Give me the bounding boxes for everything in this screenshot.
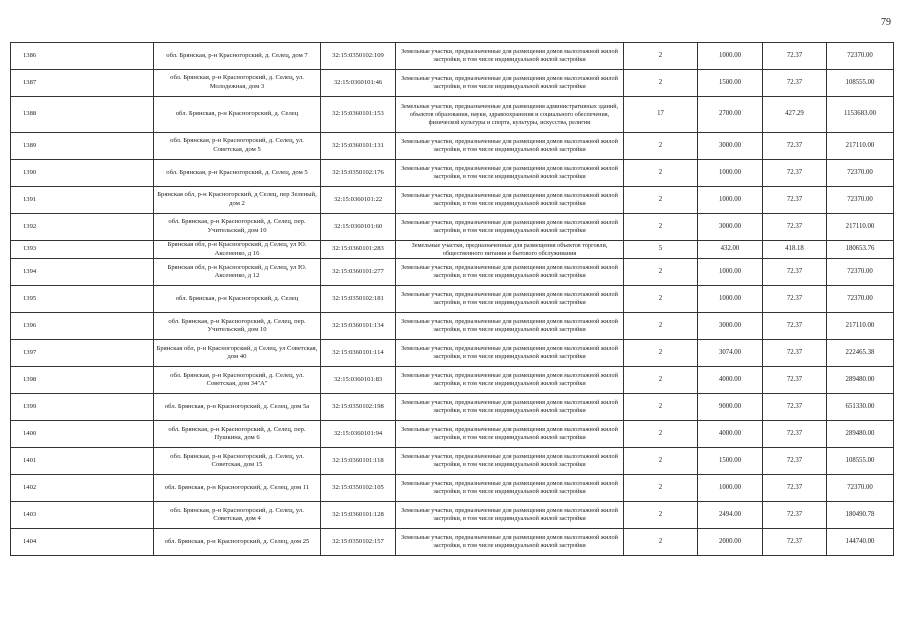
specific-value-cell: 72.37 bbox=[763, 421, 827, 448]
land-use-cell: Земельные участки, предназначенные для размещения домов малоэтажной жилой застройки, в том числе индивидуальной жилой застройки bbox=[396, 340, 624, 367]
use-group-cell: 2 bbox=[624, 475, 698, 502]
land-use-cell: Земельные участки, предназначенные для размещения домов малоэтажной жилой застройки, в том числе индивидуальной жилой застройки bbox=[396, 43, 624, 70]
land-use-cell: Земельные участки, предназначенные для размещения домов малоэтажной жилой застройки, в том числе индивидуальной жилой застройки bbox=[396, 421, 624, 448]
cadastral-number-cell: 32:15:0360101:60 bbox=[321, 214, 396, 241]
use-group-cell: 2 bbox=[624, 160, 698, 187]
address-cell: Брянская обл, р-н Красногорский, д Селец, пер Зеленый, дом 2 bbox=[154, 187, 321, 214]
area-cell: 1000.00 bbox=[698, 43, 763, 70]
cadastral-number-cell: 32:15:0360101:22 bbox=[321, 187, 396, 214]
area-cell: 2494.00 bbox=[698, 502, 763, 529]
land-use-cell: Земельные участки, предназначенные для размещения домов малоэтажной жилой застройки, в том числе индивидуальной жилой застройки bbox=[396, 529, 624, 556]
register-body bbox=[11, 43, 894, 556]
cadastral-value-cell: 217110.00 bbox=[827, 313, 894, 340]
area-cell: 2700.00 bbox=[698, 97, 763, 133]
area-cell: 3000.00 bbox=[698, 133, 763, 160]
use-group-cell: 2 bbox=[624, 340, 698, 367]
specific-value-cell: 72.37 bbox=[763, 367, 827, 394]
area-cell: 2000.00 bbox=[698, 529, 763, 556]
land-use-cell: Земельные участки, предназначенные для размещения домов малоэтажной жилой застройки, в том числе индивидуальной жилой застройки bbox=[396, 502, 624, 529]
cadastral-number-cell: 32:15:0360101:277 bbox=[321, 259, 396, 286]
cadastral-value-cell: 180490.78 bbox=[827, 502, 894, 529]
cadastral-value-cell: 144740.00 bbox=[827, 529, 894, 556]
specific-value-cell: 72.37 bbox=[763, 43, 827, 70]
row-number-cell: 1396 bbox=[11, 313, 154, 340]
cadastral-number-cell: 32:15:0360101:118 bbox=[321, 448, 396, 475]
cadastral-value-cell: 289480.00 bbox=[827, 421, 894, 448]
address-cell: обл. Брянская, р-н Красногорский, д. Селец, пер. Пушкина, дом 6 bbox=[154, 421, 321, 448]
land-use-cell: Земельные участки, предназначенные для размещения домов малоэтажной жилой застройки, в том числе индивидуальной жилой застройки bbox=[396, 133, 624, 160]
address-cell: обл. Брянская, р-н Красногорский, д. Селец bbox=[154, 286, 321, 313]
cadastral-value-cell: 651330.00 bbox=[827, 394, 894, 421]
use-group-cell: 2 bbox=[624, 43, 698, 70]
use-group-cell: 2 bbox=[624, 214, 698, 241]
land-use-cell: Земельные участки, предназначенные для размещения домов малоэтажной жилой застройки, в том числе индивидуальной жилой застройки bbox=[396, 367, 624, 394]
use-group-cell: 2 bbox=[624, 367, 698, 394]
specific-value-cell: 72.37 bbox=[763, 448, 827, 475]
cadastral-number-cell: 32:15:0360101:94 bbox=[321, 421, 396, 448]
area-cell: 3000.00 bbox=[698, 313, 763, 340]
address-cell: обл. Брянская, р-н Красногорский, д. Селец, пер. Учительский, дом 10 bbox=[154, 313, 321, 340]
specific-value-cell: 418.18 bbox=[763, 241, 827, 259]
table-row bbox=[11, 394, 894, 421]
table-row bbox=[11, 502, 894, 529]
use-group-cell: 5 bbox=[624, 241, 698, 259]
cadastral-number-cell: 32:15:0350102:109 bbox=[321, 43, 396, 70]
cadastral-number-cell: 32:15:0360101:128 bbox=[321, 502, 396, 529]
table-row bbox=[11, 448, 894, 475]
table-row bbox=[11, 241, 894, 259]
cadastral-value-cell: 180653.76 bbox=[827, 241, 894, 259]
specific-value-cell: 72.37 bbox=[763, 214, 827, 241]
address-cell: обл. Брянская, р-н Красногорский, д. Селец, дом 11 bbox=[154, 475, 321, 502]
land-use-cell: Земельные участки, предназначенные для размещения административных зданий, объектов образования, науки, здравоохранения и социального обеспечения, физической культуры и спорта, культуры, искусства, религии bbox=[396, 97, 624, 133]
address-cell: обл. Брянская, р-н Красногорский, д. Селец bbox=[154, 97, 321, 133]
cadastral-number-cell: 32:15:0360101:46 bbox=[321, 70, 396, 97]
cadastral-value-cell: 72370.00 bbox=[827, 160, 894, 187]
land-use-cell: Земельные участки, предназначенные для размещения домов малоэтажной жилой застройки, в том числе индивидуальной жилой застройки bbox=[396, 214, 624, 241]
area-cell: 3000.00 bbox=[698, 214, 763, 241]
table-row bbox=[11, 421, 894, 448]
cadastral-number-cell: 32:15:0350102:181 bbox=[321, 286, 396, 313]
area-cell: 9000.00 bbox=[698, 394, 763, 421]
table-row bbox=[11, 43, 894, 70]
area-cell: 4000.00 bbox=[698, 367, 763, 394]
cadastral-number-cell: 32:15:0360101:114 bbox=[321, 340, 396, 367]
address-cell: Брянская обл, р-н Красногорский, д Селец, ул Советская, дом 40 bbox=[154, 340, 321, 367]
address-cell: обл. Брянская, р-н Красногорский, д. Селец, ул. Советская, дом 15 bbox=[154, 448, 321, 475]
cadastral-number-cell: 32:15:0360101:153 bbox=[321, 97, 396, 133]
table-row bbox=[11, 475, 894, 502]
table-row bbox=[11, 97, 894, 133]
use-group-cell: 2 bbox=[624, 259, 698, 286]
use-group-cell: 17 bbox=[624, 97, 698, 133]
land-use-cell: Земельные участки, предназначенные для размещения домов малоэтажной жилой застройки, в том числе индивидуальной жилой застройки bbox=[396, 160, 624, 187]
cadastral-value-cell: 217110.00 bbox=[827, 214, 894, 241]
specific-value-cell: 72.37 bbox=[763, 286, 827, 313]
row-number-cell: 1387 bbox=[11, 70, 154, 97]
land-register-table bbox=[10, 42, 894, 556]
land-use-cell: Земельные участки, предназначенные для размещения домов малоэтажной жилой застройки, в том числе индивидуальной жилой застройки bbox=[396, 286, 624, 313]
cadastral-number-cell: 32:15:0360101:283 bbox=[321, 241, 396, 259]
land-use-cell: Земельные участки, предназначенные для размещения домов малоэтажной жилой застройки, в том числе индивидуальной жилой застройки bbox=[396, 313, 624, 340]
specific-value-cell: 72.37 bbox=[763, 160, 827, 187]
cadastral-number-cell: 32:15:0360101:134 bbox=[321, 313, 396, 340]
table-row bbox=[11, 529, 894, 556]
specific-value-cell: 72.37 bbox=[763, 502, 827, 529]
table-row bbox=[11, 214, 894, 241]
area-cell: 3074.00 bbox=[698, 340, 763, 367]
table-row bbox=[11, 340, 894, 367]
row-number-cell: 1397 bbox=[11, 340, 154, 367]
row-number-cell: 1399 bbox=[11, 394, 154, 421]
row-number-cell: 1389 bbox=[11, 133, 154, 160]
table-row bbox=[11, 187, 894, 214]
area-cell: 1000.00 bbox=[698, 160, 763, 187]
use-group-cell: 2 bbox=[624, 286, 698, 313]
cadastral-value-cell: 108555.00 bbox=[827, 448, 894, 475]
address-cell: обл. Брянская, р-н Красногорский, д. Селец, ул. Советская, дом 34"А" bbox=[154, 367, 321, 394]
page-number: 79 bbox=[881, 17, 891, 28]
specific-value-cell: 72.37 bbox=[763, 187, 827, 214]
cadastral-number-cell: 32:15:0350102:198 bbox=[321, 394, 396, 421]
row-number-cell: 1394 bbox=[11, 259, 154, 286]
table-row bbox=[11, 160, 894, 187]
cadastral-value-cell: 1153683.00 bbox=[827, 97, 894, 133]
use-group-cell: 2 bbox=[624, 529, 698, 556]
address-cell: обл. Брянская, р-н Красногорский, д. Селец, дом 7 bbox=[154, 43, 321, 70]
specific-value-cell: 72.37 bbox=[763, 475, 827, 502]
row-number-cell: 1398 bbox=[11, 367, 154, 394]
row-number-cell: 1393 bbox=[11, 241, 154, 259]
row-number-cell: 1390 bbox=[11, 160, 154, 187]
cadastral-value-cell: 289480.00 bbox=[827, 367, 894, 394]
table-row bbox=[11, 313, 894, 340]
table-row bbox=[11, 286, 894, 313]
land-use-cell: Земельные участки, предназначенные для размещения домов малоэтажной жилой застройки, в том числе индивидуальной жилой застройки bbox=[396, 475, 624, 502]
land-use-cell: Земельные участки, предназначенные для размещения домов малоэтажной жилой застройки, в том числе индивидуальной жилой застройки bbox=[396, 259, 624, 286]
area-cell: 1000.00 bbox=[698, 187, 763, 214]
land-use-cell: Земельные участки, предназначенные для размещения объектов торговли, общественного питания и бытового обслуживания bbox=[396, 241, 624, 259]
table-row bbox=[11, 133, 894, 160]
use-group-cell: 2 bbox=[624, 133, 698, 160]
address-cell: Брянская обл, р-н Красногорский, д Селец, ул Ю. Аксененко, д 12 bbox=[154, 259, 321, 286]
area-cell: 1000.00 bbox=[698, 475, 763, 502]
specific-value-cell: 72.37 bbox=[763, 340, 827, 367]
cadastral-number-cell: 32:15:0350102:105 bbox=[321, 475, 396, 502]
table-row bbox=[11, 367, 894, 394]
address-cell: обл. Брянская, р-н Красногорский, д. Селец, ул. Молодежная, дом 3 bbox=[154, 70, 321, 97]
cadastral-value-cell: 72370.00 bbox=[827, 475, 894, 502]
specific-value-cell: 72.37 bbox=[763, 529, 827, 556]
row-number-cell: 1391 bbox=[11, 187, 154, 214]
cadastral-number-cell: 32:15:0350102:176 bbox=[321, 160, 396, 187]
row-number-cell: 1402 bbox=[11, 475, 154, 502]
address-cell: обл. Брянская, р-н Красногорский, д. Селец, ул. Советская, дом 4 bbox=[154, 502, 321, 529]
area-cell: 1500.00 bbox=[698, 70, 763, 97]
land-use-cell: Земельные участки, предназначенные для размещения домов малоэтажной жилой застройки, в том числе индивидуальной жилой застройки bbox=[396, 448, 624, 475]
row-number-cell: 1395 bbox=[11, 286, 154, 313]
address-cell: Брянская обл, р-н Красногорский, д Селец, ул Ю. Аксененко, д 16 bbox=[154, 241, 321, 259]
specific-value-cell: 427.29 bbox=[763, 97, 827, 133]
address-cell: обл. Брянская, р-н Красногорский, д. Селец, ул. Советская, дом 5 bbox=[154, 133, 321, 160]
table-row bbox=[11, 259, 894, 286]
cadastral-number-cell: 32:15:0350102:157 bbox=[321, 529, 396, 556]
use-group-cell: 2 bbox=[624, 394, 698, 421]
area-cell: 432.00 bbox=[698, 241, 763, 259]
area-cell: 1000.00 bbox=[698, 286, 763, 313]
specific-value-cell: 72.37 bbox=[763, 313, 827, 340]
row-number-cell: 1392 bbox=[11, 214, 154, 241]
row-number-cell: 1401 bbox=[11, 448, 154, 475]
specific-value-cell: 72.37 bbox=[763, 394, 827, 421]
specific-value-cell: 72.37 bbox=[763, 70, 827, 97]
row-number-cell: 1404 bbox=[11, 529, 154, 556]
cadastral-value-cell: 72370.00 bbox=[827, 259, 894, 286]
row-number-cell: 1386 bbox=[11, 43, 154, 70]
cadastral-value-cell: 72370.00 bbox=[827, 187, 894, 214]
land-use-cell: Земельные участки, предназначенные для размещения домов малоэтажной жилой застройки, в том числе индивидуальной жилой застройки bbox=[396, 70, 624, 97]
cadastral-value-cell: 108555.00 bbox=[827, 70, 894, 97]
cadastral-value-cell: 72370.00 bbox=[827, 43, 894, 70]
address-cell: обл. Брянская, р-н Красногорский, д. Селец, дом 5 bbox=[154, 160, 321, 187]
row-number-cell: 1400 bbox=[11, 421, 154, 448]
cadastral-value-cell: 222465.38 bbox=[827, 340, 894, 367]
address-cell: обл. Брянская, р-н Красногорский, д. Селец, дом 5а bbox=[154, 394, 321, 421]
area-cell: 1000.00 bbox=[698, 259, 763, 286]
specific-value-cell: 72.37 bbox=[763, 133, 827, 160]
cadastral-number-cell: 32:15:0360101:83 bbox=[321, 367, 396, 394]
address-cell: обл. Брянская, р-н Красногорский, д. Селец, дом 25 bbox=[154, 529, 321, 556]
table-row bbox=[11, 70, 894, 97]
cadastral-number-cell: 32:15:0360101:131 bbox=[321, 133, 396, 160]
specific-value-cell: 72.37 bbox=[763, 259, 827, 286]
area-cell: 1500.00 bbox=[698, 448, 763, 475]
cadastral-value-cell: 217110.00 bbox=[827, 133, 894, 160]
land-use-cell: Земельные участки, предназначенные для размещения домов малоэтажной жилой застройки, в том числе индивидуальной жилой застройки bbox=[396, 187, 624, 214]
use-group-cell: 2 bbox=[624, 502, 698, 529]
use-group-cell: 2 bbox=[624, 70, 698, 97]
use-group-cell: 2 bbox=[624, 187, 698, 214]
use-group-cell: 2 bbox=[624, 313, 698, 340]
area-cell: 4000.00 bbox=[698, 421, 763, 448]
land-use-cell: Земельные участки, предназначенные для размещения домов малоэтажной жилой застройки, в том числе индивидуальной жилой застройки bbox=[396, 394, 624, 421]
row-number-cell: 1403 bbox=[11, 502, 154, 529]
use-group-cell: 2 bbox=[624, 448, 698, 475]
row-number-cell: 1388 bbox=[11, 97, 154, 133]
use-group-cell: 2 bbox=[624, 421, 698, 448]
address-cell: обл. Брянская, р-н Красногорский, д. Селец, пер. Учительский, дом 10 bbox=[154, 214, 321, 241]
cadastral-value-cell: 72370.00 bbox=[827, 286, 894, 313]
